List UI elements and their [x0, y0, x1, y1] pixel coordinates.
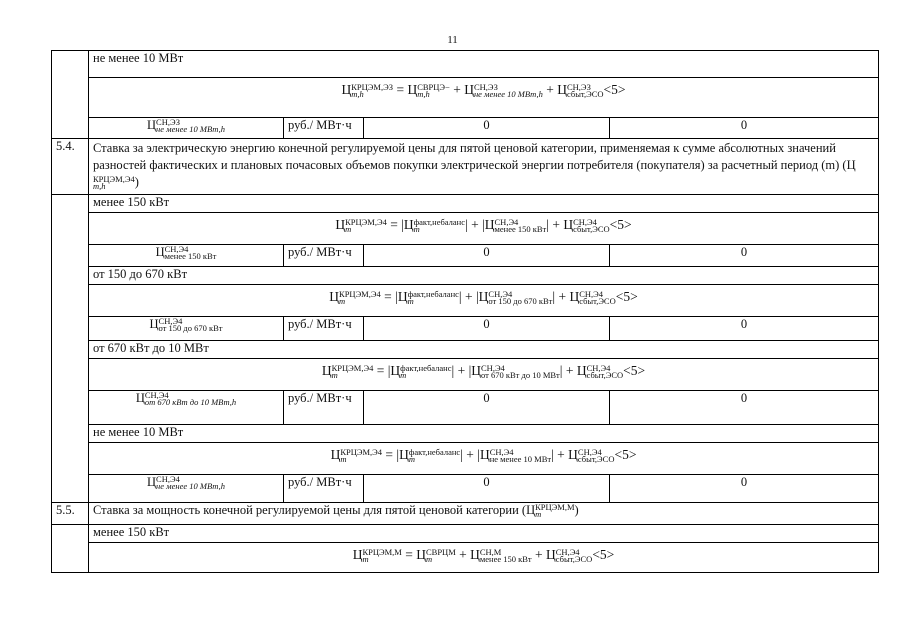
range-label: менее 150 кВт	[89, 525, 879, 543]
value-cell: 0	[610, 391, 879, 425]
value-cell: 0	[364, 245, 610, 267]
row-number-cell	[52, 525, 89, 573]
value-cell: 0	[610, 317, 879, 341]
unit-cell: руб./ МВт·ч	[284, 391, 364, 425]
formula: Ц КРЦЭМ,ЭЗ m,h = Ц СВРЦЭ− m,h + Ц СН,ЭЗ не менее 10 МВт,h + Ц СН,ЭЗ сбыт,ЭСО <5>	[341, 81, 626, 99]
value-cell: 0	[610, 118, 879, 139]
section-number: 5.4.	[52, 139, 89, 195]
unit-cell: руб./ МВт·ч	[284, 317, 364, 341]
formula-cell	[89, 443, 879, 475]
formula-cell	[89, 78, 879, 118]
row-number-cell	[52, 51, 89, 139]
formula: Ц КРЦЭМ,Э4 m = |Ц факт,небаланс m | + |Ц СН,Э4 от 670 кВт до 10 МВт | + Ц СН,Э4 сбыт,ЭСО <5>	[321, 362, 646, 380]
value-cell: 0	[610, 475, 879, 503]
row-number-cell	[52, 195, 89, 503]
value-cell: 0	[364, 391, 610, 425]
range-label: не менее 10 МВт	[89, 51, 879, 78]
range-label: не менее 10 МВт	[89, 425, 879, 443]
value-cell: 0	[364, 475, 610, 503]
variable-name: Ц СН,Э4 менее 150 кВт	[89, 245, 284, 267]
formula: Ц КРЦЭМ,Э4 m = |Ц факт,небаланс m | + |Ц СН,Э4 от 150 до 670 кВт | + Ц СН,Э4 сбыт,ЭСО <5>	[329, 288, 638, 306]
formula-cell	[89, 543, 879, 573]
tariff-table	[51, 50, 879, 573]
page-number: 11	[447, 34, 458, 46]
section-number: 5.5.	[52, 503, 89, 525]
formula-cell	[89, 359, 879, 391]
formula-cell	[89, 285, 879, 317]
unit-cell: руб./ МВт·ч	[284, 118, 364, 139]
value-cell: 0	[364, 118, 610, 139]
variable-name: Ц СН,Э4 от 670 кВт до 10 МВт,h	[89, 391, 284, 425]
formula: Ц КРЦЭМ,Э4 m = |Ц факт,небаланс m | + |Ц СН,Э4 не менее 10 МВт | + Ц СН,Э4 сбыт,ЭСО <5>	[330, 446, 637, 464]
range-label: от 670 кВт до 10 МВт	[89, 341, 879, 359]
range-label: от 150 до 670 кВт	[89, 267, 879, 285]
section-title: Ставка за мощность конечной регулируемой цены для пятой ценовой категории (Ц КРЦЭМ,М m )	[89, 503, 879, 525]
value-cell: 0	[610, 245, 879, 267]
variable-name: Ц СН,Э4 от 150 до 670 кВт	[89, 317, 284, 341]
section-title: Ставка за электрическую энергию конечной регулируемой цены для пятой ценовой категории, применяемая к сумме абсолютных значений разностей фактических и плановых почасовых объемов покупки электрической энергии потребителя (покупателя) за расчетный период (m) (Ц КРЦЭМ,Э4 m,h )	[89, 139, 879, 195]
formula: Ц КРЦЭМ,Э4 m = |Ц факт,небаланс m | + |Ц СН,Э4 менее 150 кВт | + Ц СН,Э4 сбыт,ЭСО <5>	[335, 216, 632, 234]
variable-name: Ц СН,Э4 не менее 10 МВт,h	[89, 475, 284, 503]
unit-cell: руб./ МВт·ч	[284, 475, 364, 503]
unit-cell: руб./ МВт·ч	[284, 245, 364, 267]
range-label: менее 150 кВт	[89, 195, 879, 213]
variable-name: Ц СН,ЭЗ не менее 10 МВт,h	[89, 118, 284, 139]
formula-cell	[89, 213, 879, 245]
formula: Ц КРЦЭМ,М m = Ц СВРЦМ m + Ц СН,М менее 150 кВт + Ц СН,Э4 сбыт,ЭСО <5>	[352, 546, 615, 564]
value-cell: 0	[364, 317, 610, 341]
